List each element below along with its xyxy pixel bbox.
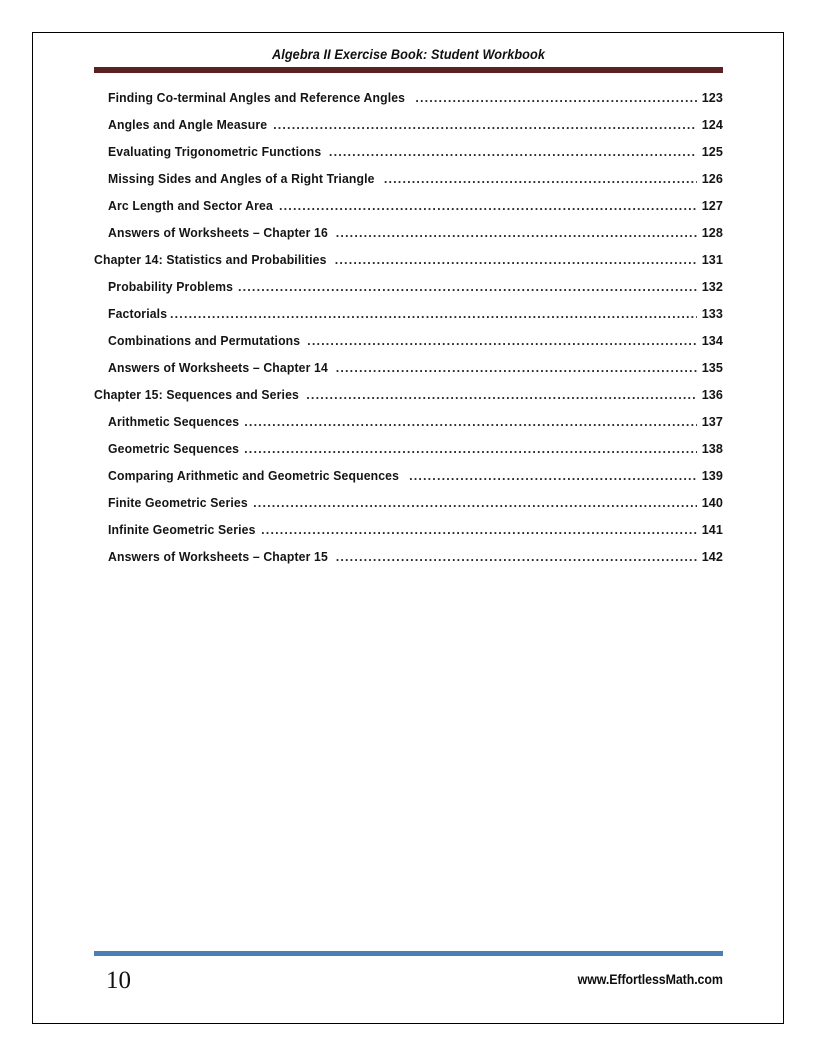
toc-entry-title: Factorials [108, 307, 168, 321]
toc-entry-title: Comparing Arithmetic and Geometric Sequences [108, 469, 400, 483]
toc-entry-page-number: 128 [701, 226, 723, 240]
toc-entry-page-number: 138 [701, 442, 723, 456]
toc-entry-page-number: 123 [701, 91, 723, 105]
header-rule [94, 67, 723, 73]
toc-entry-title: Finding Co-terminal Angles and Reference Angles [108, 91, 406, 105]
toc-entry-row[interactable] [94, 91, 723, 118]
toc-entry-page-number: 135 [701, 361, 723, 375]
toc-entry-page-number: 141 [701, 523, 723, 537]
toc-entry-row[interactable] [94, 523, 723, 550]
toc-entry-page-number: 140 [701, 496, 723, 510]
toc-entry-row[interactable] [94, 334, 723, 361]
toc-entry-title: Geometric Sequences [108, 442, 240, 456]
toc-entry-page-number: 132 [701, 280, 723, 294]
toc-entry-row[interactable] [94, 280, 723, 307]
toc-entry-title: Angles and Angle Measure [108, 118, 268, 132]
toc-entry-title: Missing Sides and Angles of a Right Triangle [108, 172, 375, 186]
page-sheet [32, 32, 784, 1024]
toc-entry-page-number: 139 [701, 469, 723, 483]
toc-dot-leader [170, 307, 697, 320]
page-footer [94, 951, 723, 997]
toc-dot-leader [238, 280, 697, 293]
toc-entry-page-number: 131 [701, 253, 723, 267]
toc-entry-row[interactable] [94, 496, 723, 523]
toc-entry-row[interactable] [94, 469, 723, 496]
toc-entry-row[interactable] [94, 226, 723, 253]
toc-entry-title: Arc Length and Sector Area [108, 199, 273, 213]
toc-entry-page-number: 134 [701, 334, 723, 348]
toc-entry-row[interactable] [94, 442, 723, 469]
toc-chapter-row[interactable] [94, 388, 723, 415]
toc-entry-page-number: 137 [701, 415, 723, 429]
toc-entry-page-number: 126 [701, 172, 723, 186]
toc-entry-row[interactable] [94, 550, 723, 577]
toc-dot-leader [335, 253, 697, 266]
toc-entry-row[interactable] [94, 199, 723, 226]
toc-chapter-row[interactable] [94, 253, 723, 280]
toc-entry-title: Infinite Geometric Series [108, 523, 256, 537]
toc-dot-leader [329, 145, 697, 158]
toc-entry-title: Combinations and Permutations [108, 334, 301, 348]
toc-dot-leader [273, 118, 697, 131]
toc-entry-row[interactable] [94, 145, 723, 172]
footer-rule [94, 951, 723, 956]
book-title: Algebra II Exercise Book: Student Workbook [271, 47, 546, 62]
toc-dot-leader [244, 415, 697, 428]
toc-dot-leader [244, 442, 697, 455]
toc-entry-page-number: 125 [701, 145, 723, 159]
toc-entry-title: Chapter 15: Sequences and Series [94, 388, 299, 402]
toc-entry-page-number: 142 [701, 550, 723, 564]
website-url: www.EffortlessMath.com [577, 972, 723, 988]
page-number: 10 [106, 966, 131, 994]
toc-dot-leader [261, 523, 697, 536]
toc-entry-title: Finite Geometric Series [108, 496, 248, 510]
toc-entry-page-number: 136 [701, 388, 723, 402]
toc-entry-title: Evaluating Trigonometric Functions [108, 145, 322, 159]
toc-dot-leader [307, 334, 697, 347]
toc-dot-leader [384, 172, 697, 185]
toc-entry-row[interactable] [94, 172, 723, 199]
toc-dot-leader [336, 361, 697, 374]
toc-dot-leader [306, 388, 697, 401]
toc-entry-title: Answers of Worksheets – Chapter 16 [108, 226, 328, 240]
table-of-contents [94, 91, 723, 577]
toc-entry-page-number: 124 [701, 118, 723, 132]
toc-entry-row[interactable] [94, 415, 723, 442]
running-header [94, 47, 723, 73]
toc-entry-title: Answers of Worksheets – Chapter 15 [108, 550, 328, 564]
toc-dot-leader [336, 550, 697, 563]
toc-entry-title: Probability Problems [108, 280, 234, 294]
toc-dot-leader [253, 496, 697, 509]
toc-entry-page-number: 133 [701, 307, 723, 321]
toc-dot-leader [415, 91, 697, 104]
toc-entry-page-number: 127 [701, 199, 723, 213]
toc-entry-title: Answers of Worksheets – Chapter 14 [108, 361, 328, 375]
toc-dot-leader [279, 199, 697, 212]
toc-entry-title: Chapter 14: Statistics and Probabilities [94, 253, 327, 267]
toc-entry-row[interactable] [94, 118, 723, 145]
toc-dot-leader [409, 469, 697, 482]
toc-entry-title: Arithmetic Sequences [108, 415, 240, 429]
toc-entry-row[interactable] [94, 361, 723, 388]
toc-entry-row[interactable] [94, 307, 723, 334]
footer-body [94, 963, 723, 997]
toc-dot-leader [336, 226, 697, 239]
